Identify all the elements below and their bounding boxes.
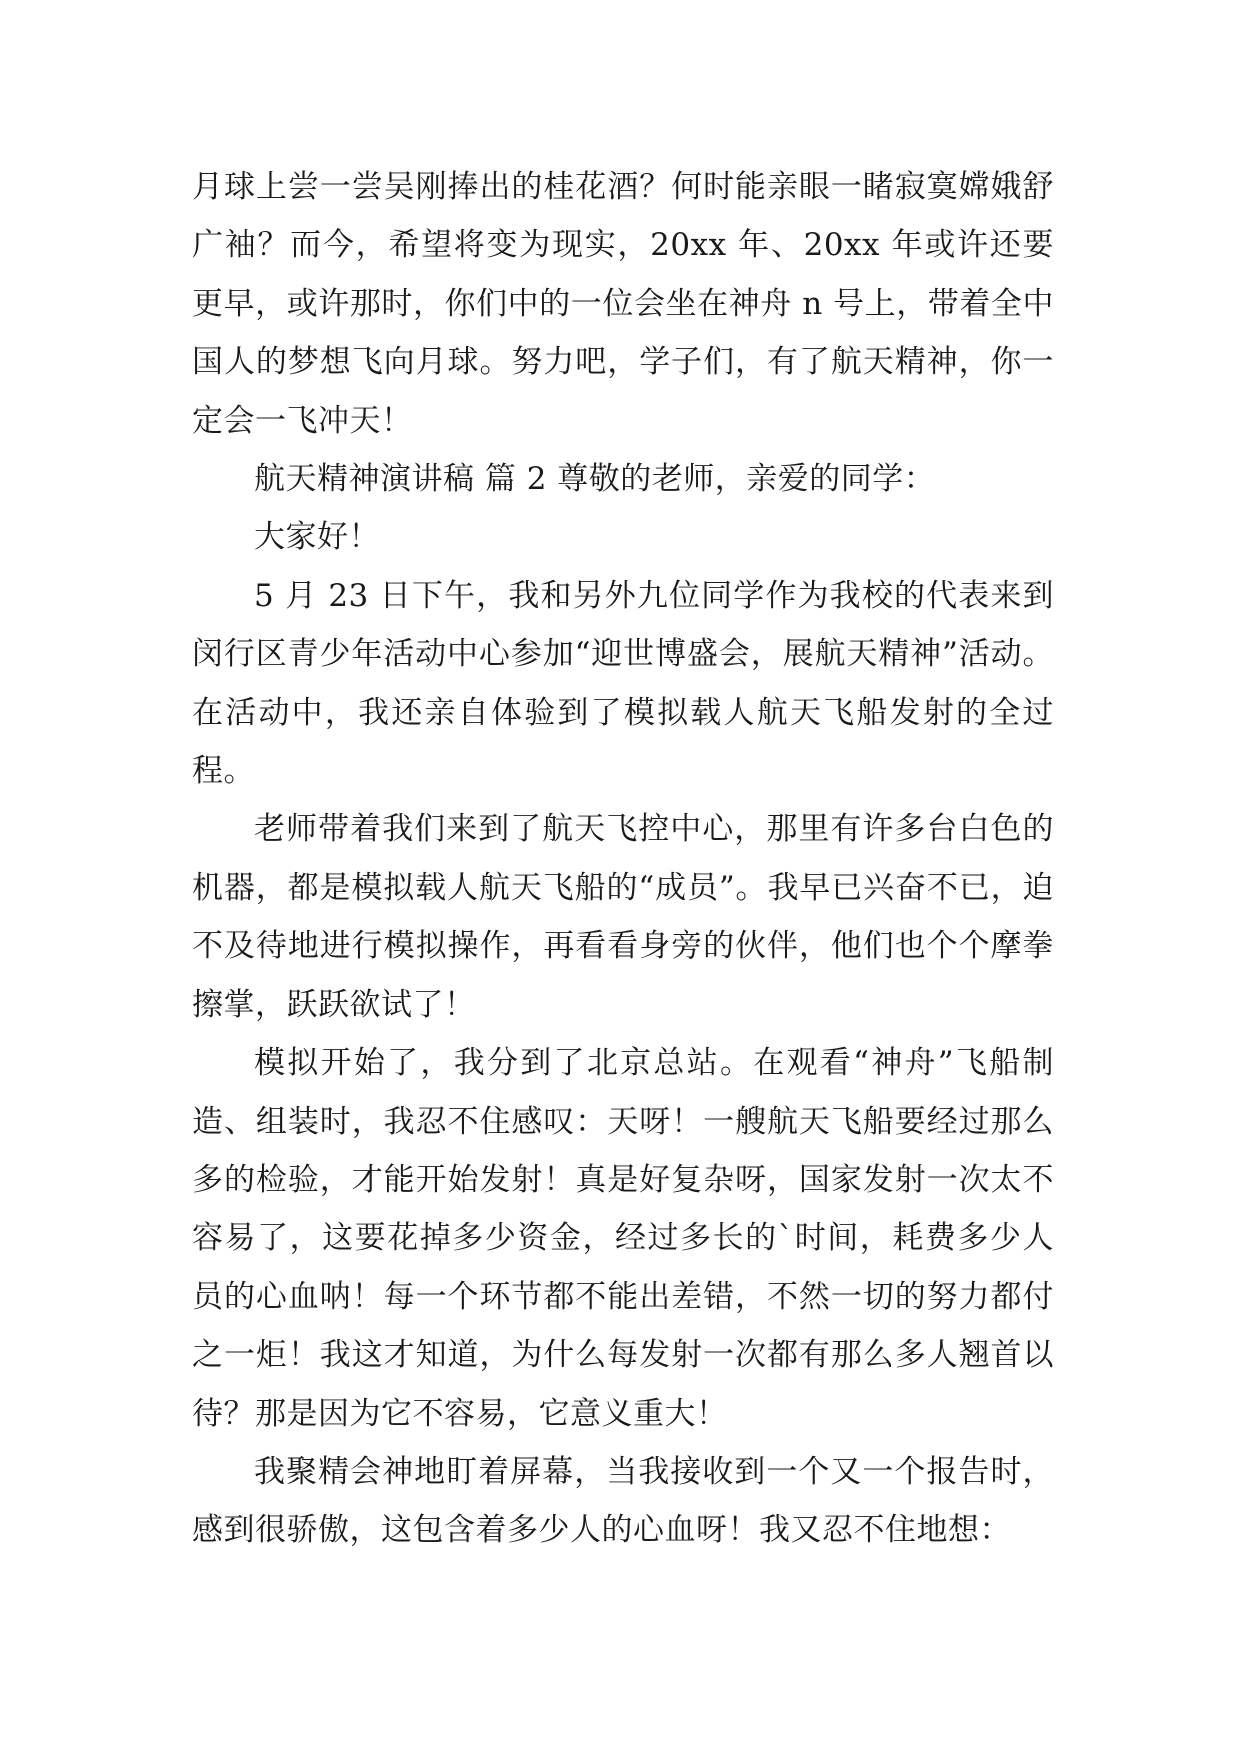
document-body: [192, 158, 1054, 1560]
paragraph-greeting: 大家好！: [254, 519, 380, 556]
paragraph-section-heading: 航天精神演讲稿 篇 2 尊敬的老师，亲爱的同学：: [254, 461, 936, 498]
paragraph-continuation: 月球上尝一尝吴刚捧出的桂花酒？何时能亲眼一睹寂寞嫦娥舒广袖？而今，希望将变为现实，20xx 年、20xx 年或许还要更早，或许那时，你们中的一位会坐在神舟 n 号上，带着全中国人的梦想飞向月球。努力吧，学子们，有了航天精神，你一定会一飞冲天！: [192, 169, 1054, 439]
paragraph-reports: 我聚精会神地盯着屏幕，当我接收到一个又一个报告时，感到很骄傲，这包含着多少人的心血呀！我又忍不住地想：: [192, 1453, 1054, 1549]
paragraph-control-center: 老师带着我们来到了航天飞控中心，那里有许多台白色的机器，都是模拟载人航天飞船的“成员”。我早已兴奋不已，迫不及待地进行模拟操作，再看看身旁的伙伴，他们也个个摩拳擦掌，跃跃欲试了！: [192, 811, 1054, 1023]
paragraph-simulation: 模拟开始了，我分到了北京总站。在观看“神舟”飞船制造、组装时，我忍不住感叹：天呀！一艘航天飞船要经过那么多的检验，才能开始发射！真是好复杂呀，国家发射一次太不容易了，这要花掉多少资金，经过多长的`时间，耗费多少人员的心血呐！每一个环节都不能出差错，不然一切的努力都付之一炬！我这才知道，为什么每发射一次都有那么多人翘首以待？那是因为它不容易，它意义重大！: [192, 1045, 1054, 1432]
paragraph-activity-intro: 5 月 23 日下午，我和另外九位同学作为我校的代表来到闵行区青少年活动中心参加“迎世博盛会，展航天精神”活动。在活动中，我还亲自体验到了模拟载人航天飞船发射的全过程。: [192, 577, 1054, 790]
